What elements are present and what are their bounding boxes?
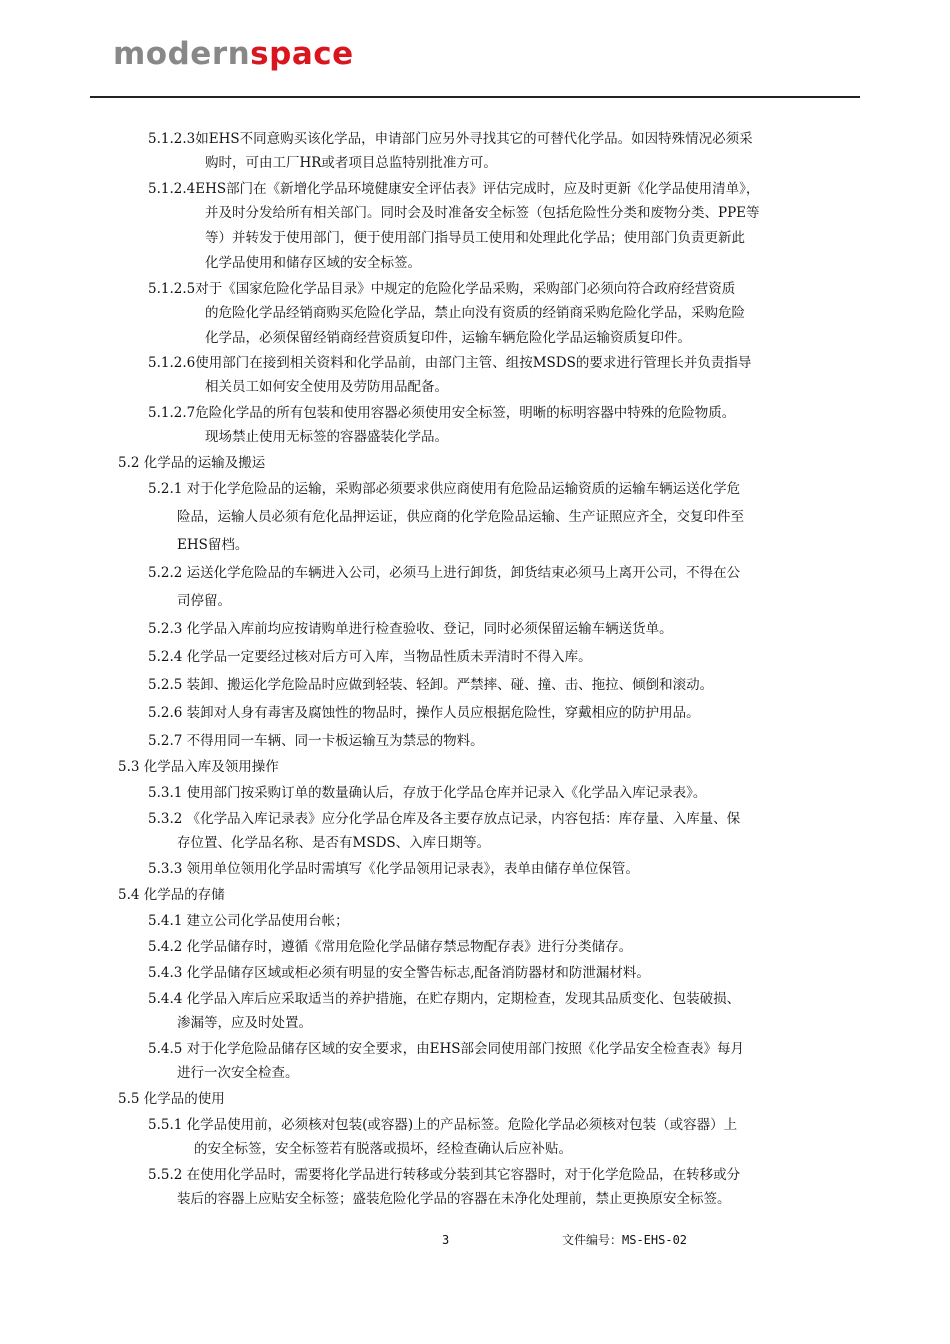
- section-heading-5-4: 5.4 化学品的存储: [118, 887, 225, 903]
- para-5-2-1-cont: EHS留档。: [177, 537, 249, 553]
- para-5-1-2-6-cont: 相关员工如何安全使用及劳防用品配备。: [205, 379, 448, 395]
- section-heading-5-5: 5.5 化学品的使用: [118, 1091, 225, 1107]
- para-5-1-2-4-cont: 并及时分发给所有相关部门。同时会及时准备安全标签（包括危险性分类和废物分类、PPE等: [205, 205, 760, 221]
- para-5-2-4: 5.2.4 化学品一定要经过核对后方可入库，当物品性质未弄清时不得入库。: [148, 649, 592, 665]
- section-heading-5-2: 5.2 化学品的运输及搬运: [118, 455, 266, 471]
- para-5-5-2: 5.5.2 在使用化学品时，需要将化学品进行转移或分装到其它容器时，对于化学危险品，在转移或分: [148, 1167, 741, 1183]
- para-5-2-3: 5.2.3 化学品入库前均应按请购单进行检查验收、登记，同时必须保留运输车辆送货单。: [148, 621, 673, 637]
- para-5-4-5-cont: 进行一次安全检查。: [177, 1065, 299, 1081]
- para-5-1-2-5-cont: 化学品，必须保留经销商经营资质复印件，运输车辆危险化学品运输资质复印件。: [205, 330, 691, 346]
- para-5-4-2: 5.4.2 化学品储存时，遵循《常用危险化学品储存禁忌物配存表》进行分类储存。: [148, 939, 633, 955]
- para-5-2-5: 5.2.5 装卸、搬运化学危险品时应做到轻装、轻卸。严禁摔、碰、撞、击、拖拉、倾倒和滚动。: [148, 677, 714, 693]
- para-5-1-2-4-cont: 化学品使用和储存区域的安全标签。: [205, 255, 421, 271]
- company-logo: [113, 34, 354, 74]
- para-5-1-2-3-cont: 购时，可由工厂HR或者项目总监特别批准方可。: [205, 155, 497, 171]
- header-rule: [90, 96, 860, 98]
- para-5-3-3: 5.3.3 领用单位领用化学品时需填写《化学品领用记录表》，表单由储存单位保管。: [148, 861, 639, 877]
- para-5-4-4-cont: 渗漏等，应及时处置。: [177, 1015, 312, 1031]
- para-5-1-2-6: 5.1.2.6使用部门在接到相关资料和化学品前，由部门主管、组按MSDS的要求进行管理长并负责指导: [148, 355, 752, 371]
- para-5-3-1: 5.3.1 使用部门按采购订单的数量确认后，存放于化学品仓库并记录入《化学品入库记录表》。: [148, 785, 707, 801]
- para-5-1-2-5: 5.1.2.5对于《国家危险化学品目录》中规定的危险化学品采购，采购部门必须向符合政府经营资质: [148, 281, 736, 297]
- page-number: 3: [442, 1233, 450, 1247]
- para-5-1-2-4-cont: 等）并转发于使用部门，便于使用部门指导员工使用和处理此化学品；使用部门负责更新此: [205, 230, 745, 246]
- para-5-5-1-cont: 的安全标签，安全标签若有脱落或损坏，经检查确认后应补贴。: [194, 1141, 572, 1157]
- para-5-4-3: 5.4.3 化学品储存区域或柜必须有明显的安全警告标志,配备消防器材和防泄漏材料。: [148, 965, 650, 981]
- para-5-4-5: 5.4.5 对于化学危险品储存区域的安全要求，由EHS部会同使用部门按照《化学品安全检查表》每月: [148, 1041, 745, 1057]
- para-5-2-7: 5.2.7 不得用同一车辆、同一卡板运输互为禁忌的物料。: [148, 733, 484, 749]
- para-5-1-2-5-cont: 的危险化学品经销商购买危险化学品，禁止向没有资质的经销商采购危险化学品，采购危险: [205, 305, 745, 321]
- document-number: 文件编号：MS-EHS-02: [562, 1233, 688, 1247]
- para-5-3-2: 5.3.2 《化学品入库记录表》应分化学品仓库及各主要存放点记录，内容包括：库存量、入库量、保: [148, 811, 741, 827]
- logo-text-modern: modern: [113, 36, 251, 72]
- para-5-1-2-7-cont: 现场禁止使用无标签的容器盛装化学品。: [205, 429, 448, 445]
- para-5-5-1: 5.5.1 化学品使用前，必须核对包装(或容器)上的产品标签。危险化学品必须核对包装（或容器）上: [148, 1117, 738, 1133]
- para-5-4-1: 5.4.1 建立公司化学品使用台帐；: [148, 913, 349, 929]
- para-5-3-2-cont: 存位置、化学品名称、是否有MSDS、入库日期等。: [177, 835, 491, 851]
- para-5-2-1: 5.2.1 对于化学危险品的运输，采购部必须要求供应商使用有危险品运输资质的运输车辆运送化学危: [148, 481, 741, 497]
- para-5-5-2-cont: 装后的容器上应贴安全标签；盛装危险化学品的容器在未净化处理前，禁止更换原安全标签。: [177, 1191, 731, 1207]
- para-5-1-2-3: 5.1.2.3如EHS不同意购买该化学品，申请部门应另外寻找其它的可替代化学品。如因特殊情况必须采: [148, 131, 753, 147]
- para-5-1-2-4: 5.1.2.4EHS部门在《新增化学品环境健康安全评估表》评估完成时，应及时更新《化学品使用清单》，: [148, 181, 760, 197]
- para-5-2-6: 5.2.6 装卸对人身有毒害及腐蚀性的物品时，操作人员应根据危险性，穿戴相应的防护用品。: [148, 705, 700, 721]
- para-5-2-1-cont: 险品，运输人员必须有危化品押运证，供应商的化学危险品运输、生产证照应齐全，交复印件至: [177, 509, 744, 525]
- para-5-4-4: 5.4.4 化学品入库后应采取适当的养护措施，在贮存期内，定期检查，发现其品质变化、包装破损、: [148, 991, 741, 1007]
- para-5-2-2-cont: 司停留。: [177, 593, 231, 609]
- para-5-1-2-7: 5.1.2.7危险化学品的所有包装和使用容器必须使用安全标签，明晰的标明容器中特殊的危险物质。: [148, 405, 736, 421]
- section-heading-5-3: 5.3 化学品入库及领用操作: [118, 759, 279, 775]
- logo-text-space: space: [250, 36, 354, 72]
- para-5-2-2: 5.2.2 运送化学危险品的车辆进入公司，必须马上进行卸货，卸货结束必须马上离开公司，不得在公: [148, 565, 741, 581]
